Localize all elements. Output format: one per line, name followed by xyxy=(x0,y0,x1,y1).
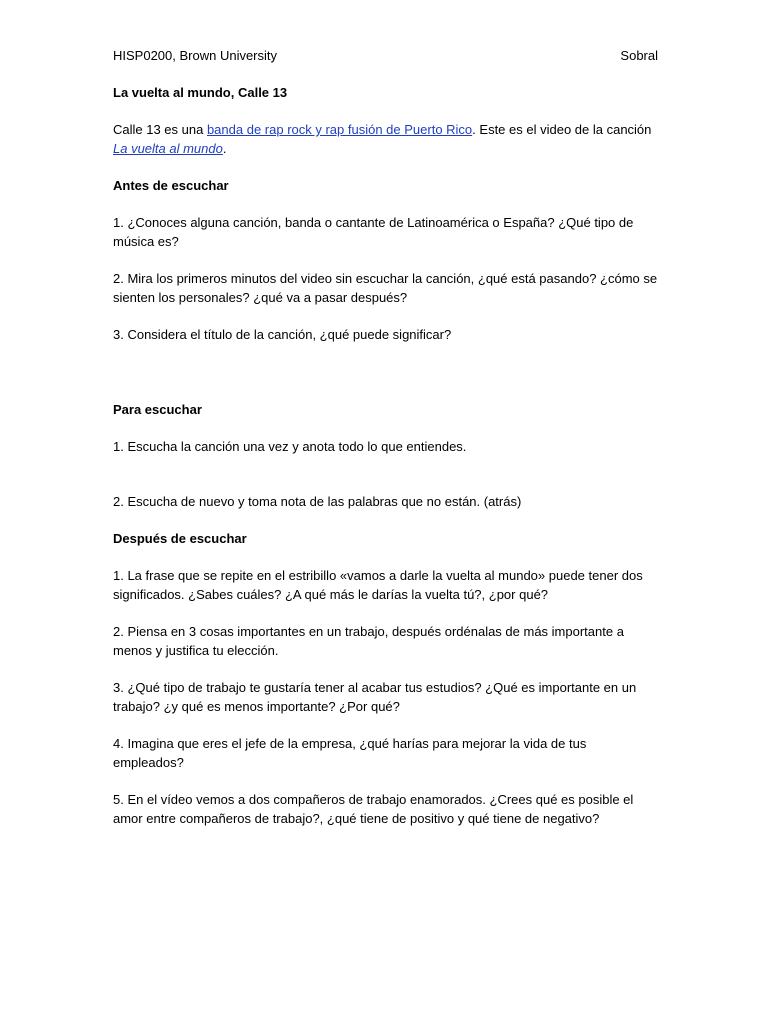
document-title: La vuelta al mundo, Calle 13 xyxy=(113,85,288,100)
author-label: Sobral xyxy=(620,48,658,63)
section-heading-antes: Antes de escuchar xyxy=(113,178,229,193)
section-heading-despues: Después de escuchar xyxy=(113,531,247,546)
document-page xyxy=(113,46,658,846)
spacer xyxy=(113,474,658,492)
page-header xyxy=(113,46,658,65)
spacer xyxy=(113,362,658,400)
question-para-2: 2. Escucha de nuevo y toma nota de las palabras que no están. (atrás) xyxy=(113,494,522,509)
intro-text-2: . Este es el video de la canción xyxy=(472,122,652,137)
intro-paragraph xyxy=(113,120,658,158)
question-despues-5: 5. En el vídeo vemos a dos compañeros de trabajo enamorados. ¿Crees qué es posible el amor entre compañeros de trabajo?, ¿qué tiene de positivo y qué tiene de negativo? xyxy=(113,792,634,826)
question-para-1: 1. Escucha la canción una vez y anota todo lo que entiendes. xyxy=(113,439,467,454)
section-heading-para: Para escuchar xyxy=(113,402,202,417)
intro-text-1: Calle 13 es una xyxy=(113,122,207,137)
question-despues-2: 2. Piensa en 3 cosas importantes en un trabajo, después ordénalas de más importante a menos y justifica tu elección. xyxy=(113,624,624,658)
question-antes-1: 1. ¿Conoces alguna canción, banda o cantante de Latinoamérica o España? ¿Qué tipo de música es? xyxy=(113,215,634,249)
question-despues-1: 1. La frase que se repite en el estribillo «vamos a darle la vuelta al mundo» puede tener dos significados. ¿Sabes cuáles? ¿A qué más le darías la vuelta tú?, ¿por qué? xyxy=(113,568,643,602)
intro-text-3: . xyxy=(222,141,227,156)
question-antes-3: 3. Considera el título de la canción, ¿qué puede significar? xyxy=(113,327,452,342)
question-despues-3: 3. ¿Qué tipo de trabajo te gustaría tener al acabar tus estudios? ¿Qué es importante en un trabajo? ¿y qué es menos importante? ¿Por qué? xyxy=(113,680,637,714)
question-despues-4: 4. Imagina que eres el jefe de la empresa, ¿qué harías para mejorar la vida de tus empleados? xyxy=(113,736,587,770)
song-link[interactable]: La vuelta al mundo xyxy=(113,141,223,156)
course-label: HISP0200, Brown University xyxy=(113,48,278,63)
band-link[interactable]: banda de rap rock y rap fusión de Puerto Rico xyxy=(206,122,473,137)
question-antes-2: 2. Mira los primeros minutos del video sin escuchar la canción, ¿qué está pasando? ¿cómo se sienten los personales? ¿qué va a pasar después? xyxy=(113,271,658,305)
